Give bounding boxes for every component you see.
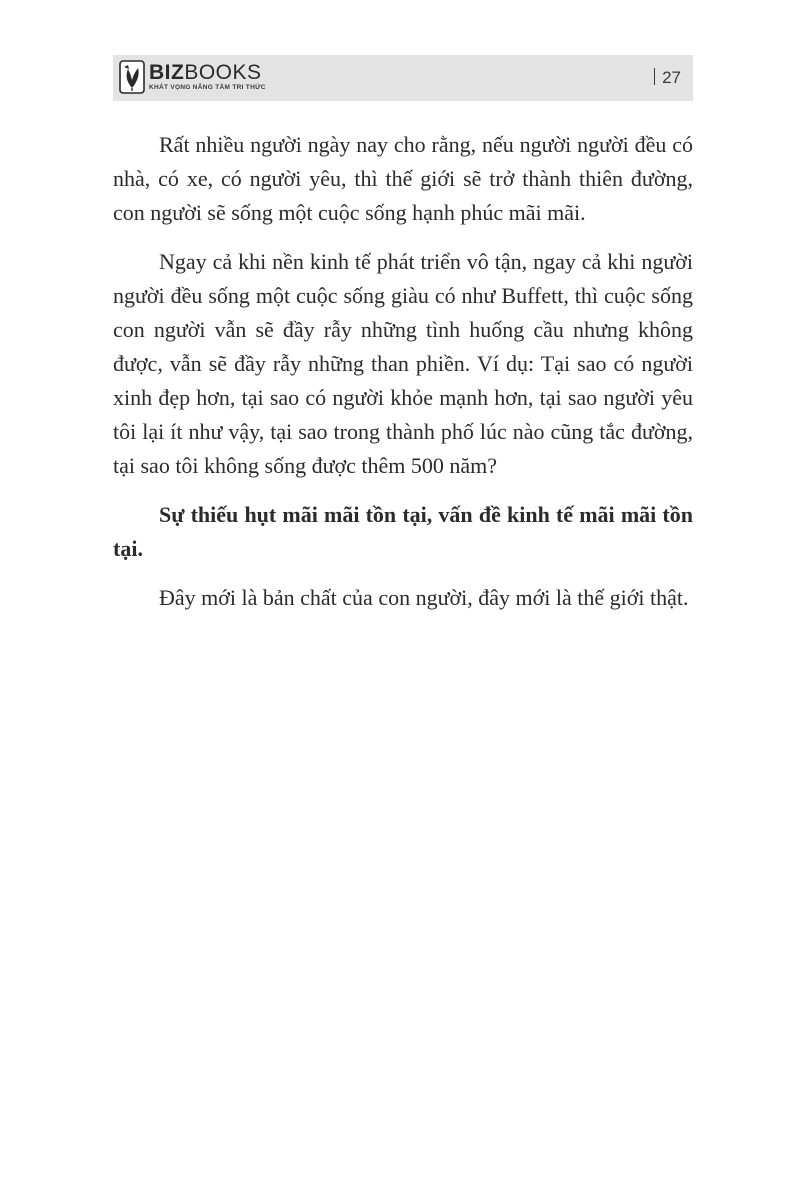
brand-books: BOOKS <box>184 61 262 85</box>
paragraph-1: Rất nhiều người ngày nay cho rằng, nếu người người đều có nhà, có xe, có người yêu, thì thế giới sẽ trở thành thiên đường, con người sẽ sống một cuộc sống hạnh phúc mãi mãi. <box>113 132 693 225</box>
brand-tagline: KHÁT VỌNG NÂNG TẦM TRI THỨC <box>149 84 266 92</box>
paragraph-2: Ngay cả khi nền kinh tế phát triển vô tận, ngay cả khi người người đều sống một cuộc sống giàu có như Buffett, thì cuộc sống con người vẫn sẽ đầy rẫy những tình huống cầu nhưng không được, vẫn sẽ đầy rẫy những than phiền. Ví dụ: Tại sao có người xinh đẹp hơn, tại sao có người khỏe mạnh hơn, tại sao người yêu tôi lại ít như vậy, tại sao trong thành phố lúc nào cũng tắc đường, tại sao tôi không sống được thêm 500 năm? <box>113 249 693 478</box>
paragraph-4: Đây mới là bản chất của con người, đây mới là thế giới thật. <box>159 585 689 610</box>
page-number-divider <box>654 68 655 85</box>
brand-biz: BIZ <box>149 61 185 85</box>
publisher-logo <box>119 60 266 94</box>
running-header <box>113 55 693 101</box>
paragraph-3-bold: Sự thiếu hụt mãi mãi tồn tại, vấn đề kinh tế mãi mãi tồn tại. <box>113 502 693 561</box>
bizbooks-logo-icon <box>119 60 145 94</box>
brand-name <box>149 62 266 83</box>
page-number-value: 27 <box>662 68 681 87</box>
body-text <box>113 128 693 630</box>
page-number <box>654 68 681 88</box>
